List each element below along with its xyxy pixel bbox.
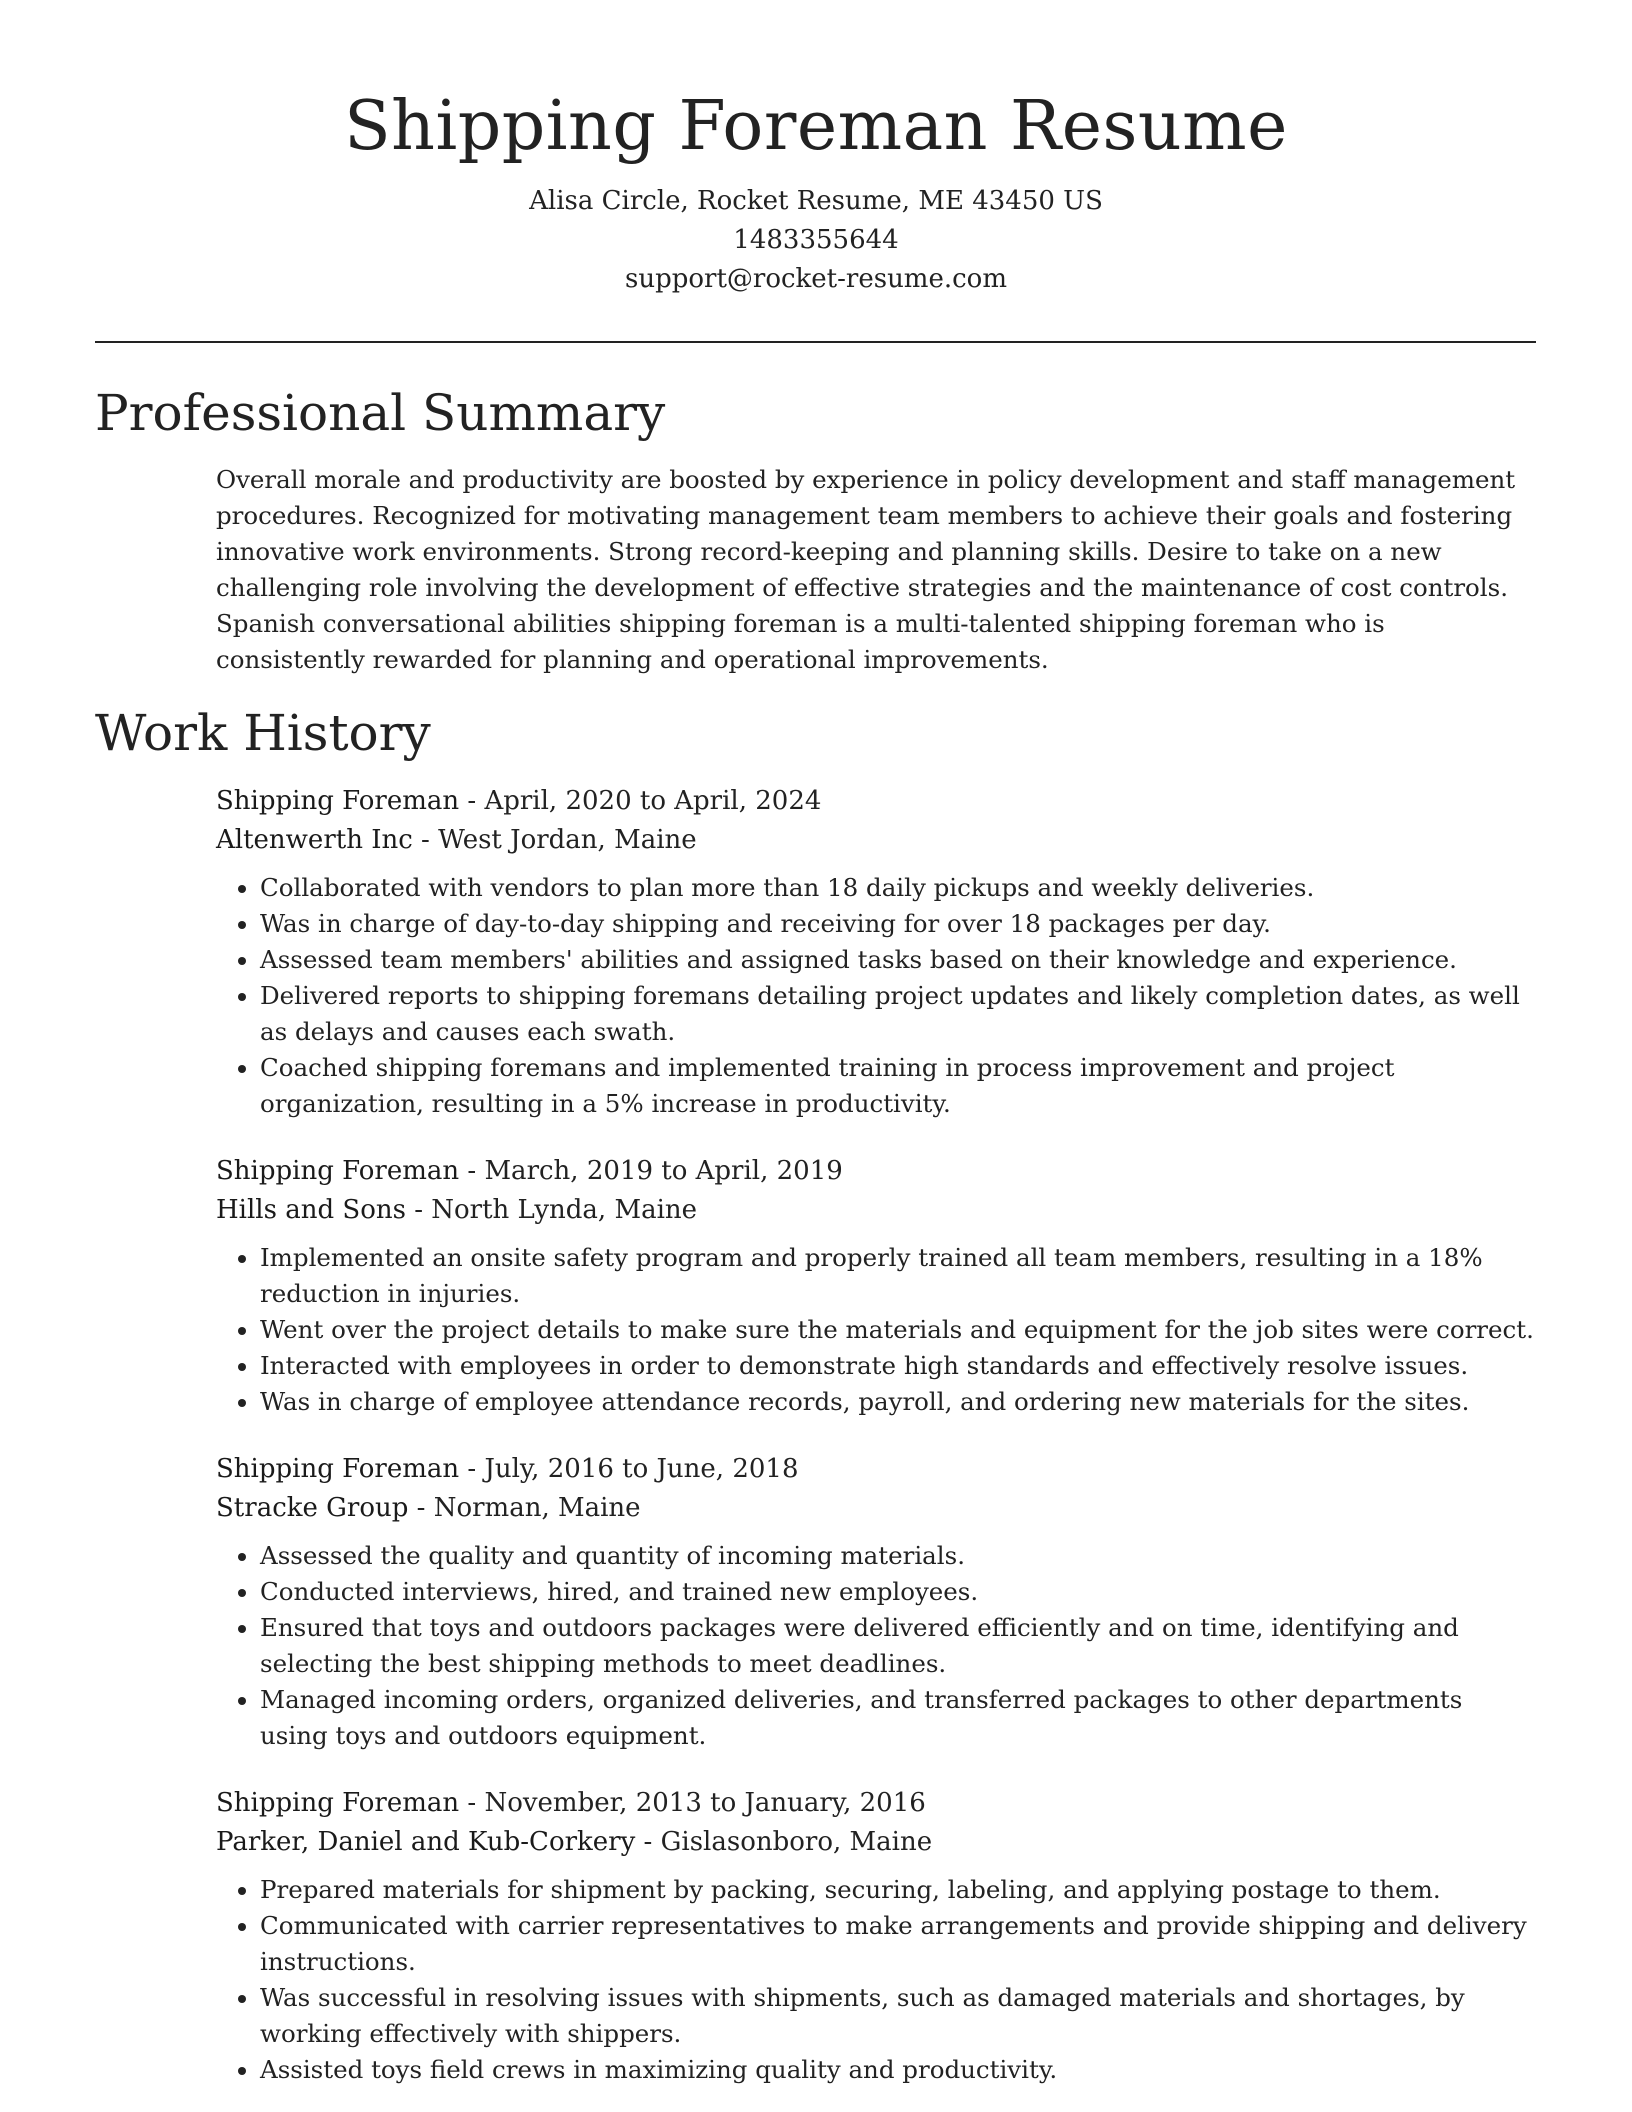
header-divider <box>95 341 1536 343</box>
job-bullet: • Managed incoming orders, organized deliveries, and transferred packages to other departments using toys and outdoors equipment. <box>260 1682 1536 1754</box>
job-bullet: • Interacted with employees in order to demonstrate high standards and effectively resolve issues. <box>260 1348 1536 1384</box>
summary-text: Overall morale and productivity are boosted by experience in policy development and staff management procedures. Recognized for motivating management team members to achieve their goals and fostering innovative work environments. Strong record-keeping and planning skills. Desire to take on a new challenging role involving the development of effective strategies and the maintenance of cost controls. Spanish conversational abilities shipping foreman is a multi-talented shipping foreman who is consistently rewarded for planning and operational improvements. <box>216 465 1516 674</box>
job-entry <box>216 1152 1536 1420</box>
job-bullet: • Assessed the quality and quantity of incoming materials. <box>260 1538 1536 1574</box>
job-location: - North Lynda, Maine <box>405 1195 698 1225</box>
job-bullet: • Ensured that toys and outdoors packages were delivered efficiently and on time, identifying and selecting the best shipping methods to meet deadlines. <box>260 1610 1536 1682</box>
job-bullet: • Implemented an onsite safety program and properly trained all team members, resulting in a 18% reduction in injuries. <box>260 1240 1536 1312</box>
job-company-line <box>216 1823 1536 1862</box>
job-dates: - April, 2020 to April, 2024 <box>459 786 822 816</box>
job-bullet: • Went over the project details to make sure the materials and equipment for the job sites were correct. <box>260 1312 1536 1348</box>
summary-heading: Professional Summary <box>95 384 666 442</box>
job-bullet: • Collaborated with vendors to plan more than 18 daily pickups and weekly deliveries. <box>260 870 1536 906</box>
job-bullet: • Was in charge of employee attendance records, payroll, and ordering new materials for the sites. <box>260 1384 1536 1420</box>
job-company-line <box>216 821 1536 860</box>
job-bullets <box>216 1872 1536 2088</box>
job-bullets <box>216 1240 1536 1420</box>
job-bullets <box>216 1538 1536 1754</box>
job-company-line <box>216 1191 1536 1230</box>
job-title-line <box>216 1450 1536 1489</box>
contact-email: support@rocket-resume.com <box>624 264 1007 294</box>
job-company: Altenwerth Inc <box>216 825 413 855</box>
contact-info <box>0 182 1632 299</box>
job-company: Hills and Sons <box>216 1195 406 1225</box>
job-bullet: • Was successful in resolving issues with shipments, such as damaged materials and shortages, by working effectively with shippers. <box>260 1980 1536 2052</box>
contact-address: Alisa Circle, Rocket Resume, ME 43450 US <box>529 186 1103 216</box>
job-bullets <box>216 870 1536 1122</box>
job-role: Shipping Foreman <box>216 1156 460 1186</box>
job-location: - West Jordan, Maine <box>412 825 697 855</box>
job-dates: - July, 2016 to June, 2018 <box>459 1454 799 1484</box>
job-title-line <box>216 1152 1536 1191</box>
resume-header <box>0 0 1632 299</box>
work-history-list <box>216 782 1536 2112</box>
job-company-line <box>216 1489 1536 1528</box>
job-bullet: • Assessed team members' abilities and assigned tasks based on their knowledge and experience. <box>260 942 1536 978</box>
job-bullet: • Conducted interviews, hired, and trained new employees. <box>260 1574 1536 1610</box>
resume-title: Shipping Foreman Resume <box>344 87 1288 166</box>
job-bullet: • Coached shipping foremans and implemented training in process improvement and project organization, resulting in a 5% increase in productivity. <box>260 1050 1536 1122</box>
job-location: - Norman, Maine <box>408 1493 641 1523</box>
job-entry <box>216 782 1536 1122</box>
job-title-line <box>216 1784 1536 1823</box>
job-role: Shipping Foreman <box>216 1788 460 1818</box>
job-title-line <box>216 782 1536 821</box>
job-entry <box>216 1450 1536 1754</box>
job-entry <box>216 1784 1536 2088</box>
work-history-heading: Work History <box>95 704 431 762</box>
contact-phone: 1483355644 <box>733 225 899 255</box>
job-bullet: • Assisted toys field crews in maximizing quality and productivity. <box>260 2052 1536 2088</box>
job-company: Parker, Daniel and Kub-Corkery <box>216 1827 636 1857</box>
job-location: - Gislasonboro, Maine <box>635 1827 933 1857</box>
job-company: Stracke Group <box>216 1493 409 1523</box>
job-bullet: • Communicated with carrier representatives to make arrangements and provide shipping and delivery instructions. <box>260 1908 1536 1980</box>
job-bullet: • Was in charge of day-to-day shipping and receiving for over 18 packages per day. <box>260 906 1536 942</box>
job-role: Shipping Foreman <box>216 786 460 816</box>
job-role: Shipping Foreman <box>216 1454 460 1484</box>
job-dates: - March, 2019 to April, 2019 <box>459 1156 843 1186</box>
job-bullet: • Delivered reports to shipping foremans detailing project updates and likely completion dates, as well as delays and causes each swath. <box>260 978 1536 1050</box>
job-dates: - November, 2013 to January, 2016 <box>459 1788 926 1818</box>
job-bullet: • Prepared materials for shipment by packing, securing, labeling, and applying postage to them. <box>260 1872 1536 1908</box>
